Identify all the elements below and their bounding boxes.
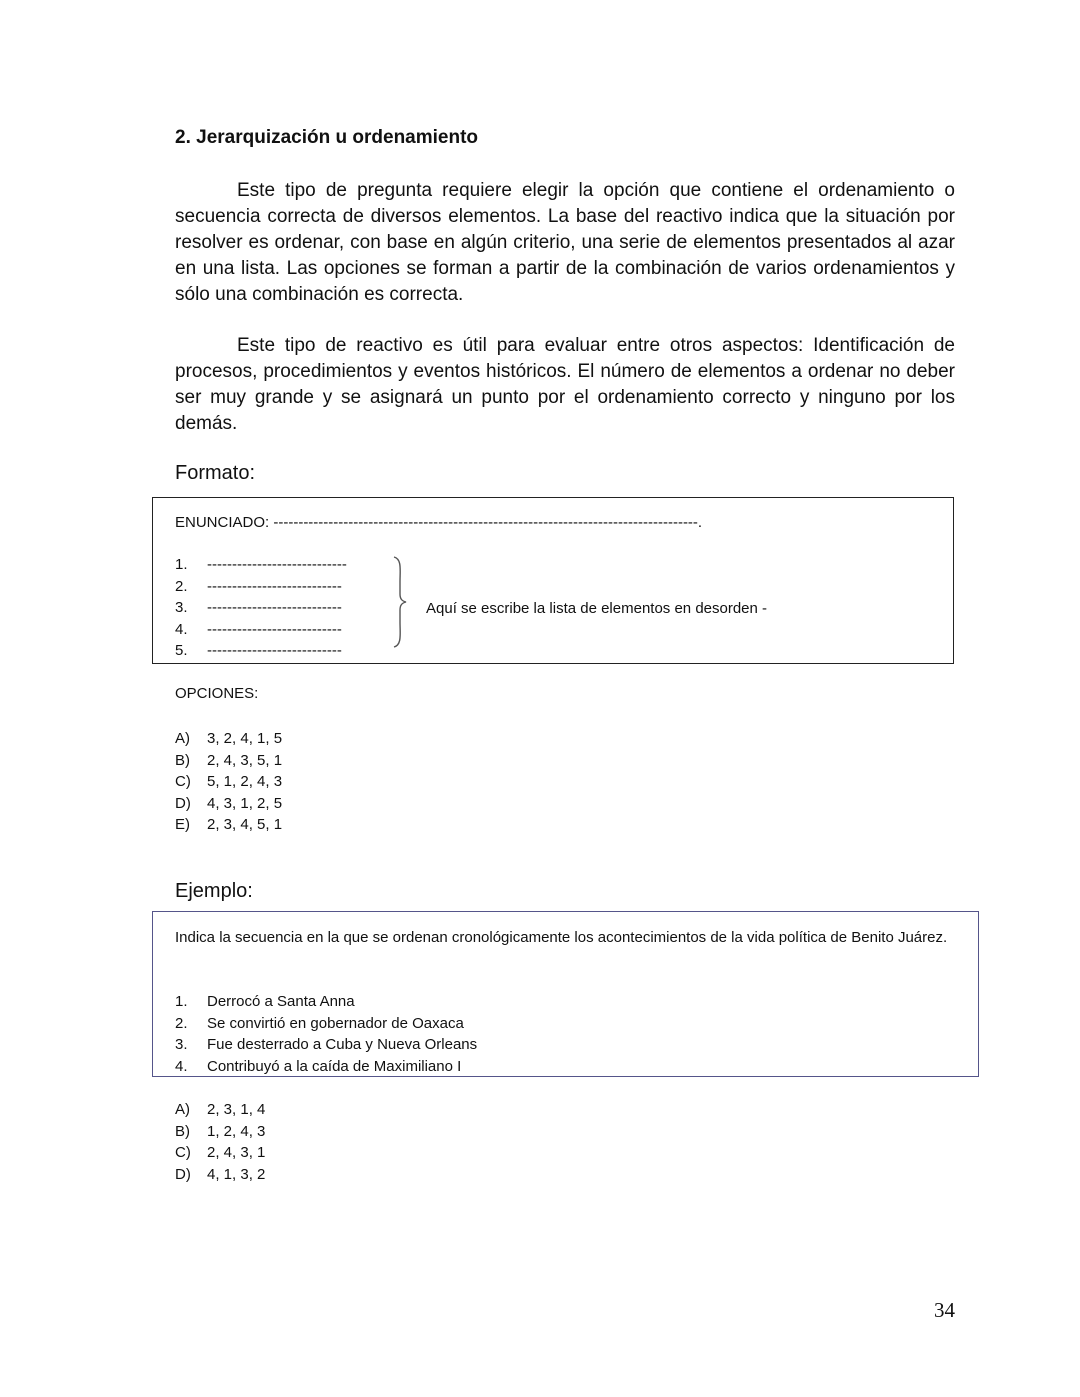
option-item <box>175 728 282 750</box>
item-text: Fue desterrado a Cuba y Nueva Orleans <box>207 1036 478 1054</box>
option-letter: C) <box>175 773 191 791</box>
item-text: ---------------------------- <box>207 556 347 573</box>
item-number: 2. <box>175 577 188 595</box>
item-text: --------------------------- <box>207 599 342 616</box>
list-item <box>175 1034 477 1056</box>
item-number: 4. <box>175 1057 188 1075</box>
item-number: 3. <box>175 1036 188 1054</box>
paragraph-1-text: Este tipo de pregunta requiere elegir la opción que contiene el ordenamiento o secuencia correcta de diversos elementos. La base del reactivo indica que la situación por resolver es ordenar, con base en algún criterio, una serie de elementos presentados al azar en una lista. Las opciones se forman a partir de la combinación de varios ordenamientos y sólo una combinación es correcta. <box>175 180 955 305</box>
option-text: 4, 1, 3, 2 <box>207 1165 266 1183</box>
option-item <box>175 793 282 815</box>
item-number: 1. <box>175 993 188 1010</box>
list-item <box>175 640 347 662</box>
option-letter: B) <box>175 1122 190 1140</box>
paragraph-2 <box>175 333 955 437</box>
option-item <box>175 771 282 793</box>
paragraph-2-text: Este tipo de reactivo es útil para evaluar entre otros aspectos: Identificación de procesos, procedimientos y eventos históricos. El número de elementos a ordenar no deber ser muy grande y se asignará un punto por el ordenamiento correcto y ninguno por los demás. <box>175 335 955 434</box>
item-text: Se convirtió en gobernador de Oaxaca <box>207 1014 464 1032</box>
item-number: 5. <box>175 642 188 659</box>
option-letter: A) <box>175 730 190 747</box>
item-text: --------------------------- <box>207 577 342 595</box>
item-number: 2. <box>175 1014 188 1032</box>
formato-label: Formato: <box>175 462 256 484</box>
option-text: 2, 3, 1, 4 <box>207 1101 266 1118</box>
option-item <box>175 1099 265 1121</box>
item-number: 3. <box>175 599 188 616</box>
option-letter: D) <box>175 1165 191 1183</box>
list-item <box>175 1013 477 1035</box>
list-item <box>175 991 477 1013</box>
format-box <box>152 497 954 664</box>
page-number: 34 <box>934 1298 955 1322</box>
format-item-list <box>175 554 347 662</box>
option-text: 2, 4, 3, 1 <box>207 1144 266 1162</box>
option-item <box>175 750 282 772</box>
example-item-list <box>175 991 477 1077</box>
paragraph-1 <box>175 178 955 308</box>
item-text: --------------------------- <box>207 642 342 659</box>
format-options-list <box>175 728 282 836</box>
example-stem: Indica la secuencia en la que se ordenan cronológicamente los acontecimientos de la vida política de Benito Juárez. <box>175 929 948 946</box>
list-item <box>175 554 347 576</box>
list-item <box>175 576 347 598</box>
option-letter: D) <box>175 794 191 812</box>
enunciado-line: ENUNCIADO: -------------------------------------------------------------------------------------. <box>175 514 703 531</box>
option-item <box>175 1164 265 1186</box>
option-item <box>175 1121 265 1143</box>
option-text: 3, 2, 4, 1, 5 <box>207 730 283 747</box>
list-item <box>175 597 347 619</box>
list-item <box>175 619 347 641</box>
section-heading: 2. Jerarquización u ordenamiento <box>175 127 479 148</box>
option-text: 2, 3, 4, 5, 1 <box>207 816 283 834</box>
opciones-label: OPCIONES: <box>175 685 259 702</box>
example-options-list <box>175 1099 265 1185</box>
option-text: 1, 2, 4, 3 <box>207 1122 266 1140</box>
option-letter: C) <box>175 1144 191 1162</box>
right-brace-icon <box>393 556 407 648</box>
option-text: 5, 1, 2, 4, 3 <box>207 773 283 791</box>
option-letter: E) <box>175 816 190 834</box>
option-letter: A) <box>175 1101 190 1118</box>
option-text: 2, 4, 3, 5, 1 <box>207 751 283 769</box>
item-number: 4. <box>175 620 188 638</box>
list-item <box>175 1056 477 1078</box>
brace-note: Aquí se escribe la lista de elementos en desorden - <box>426 600 768 617</box>
item-text: --------------------------- <box>207 620 342 638</box>
option-item <box>175 814 282 836</box>
option-item <box>175 1142 265 1164</box>
example-box <box>152 911 979 1077</box>
item-text: Contribuyó a la caída de Maximiliano I <box>207 1057 462 1075</box>
ejemplo-label: Ejemplo: <box>175 880 253 902</box>
item-number: 1. <box>175 556 188 573</box>
option-text: 4, 3, 1, 2, 5 <box>207 794 283 812</box>
option-letter: B) <box>175 751 190 769</box>
item-text: Derrocó a Santa Anna <box>207 993 355 1010</box>
